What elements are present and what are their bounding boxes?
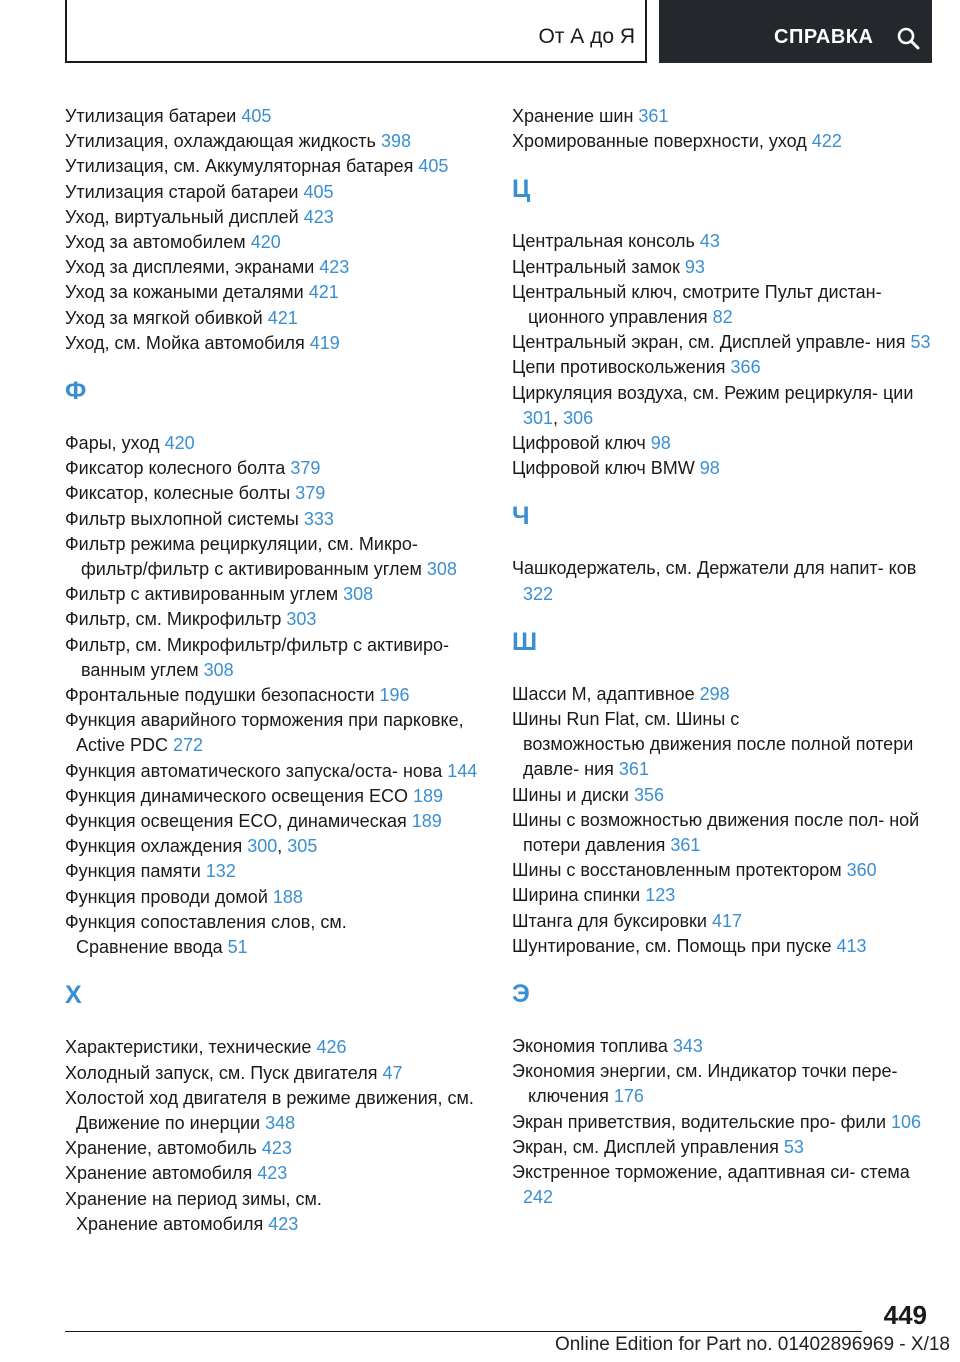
page-reference-link[interactable]: 398 xyxy=(380,131,411,152)
index-entry xyxy=(65,607,485,632)
index-entry xyxy=(512,1135,932,1160)
index-entry-text: Фронтальные подушки безопасности xyxy=(65,685,380,706)
index-entry-text: Хранение шин xyxy=(512,106,639,126)
page-reference-link[interactable]: 305 xyxy=(287,836,318,857)
index-entry xyxy=(512,229,932,254)
index-entry xyxy=(512,1059,932,1109)
section-letter: Ч xyxy=(512,502,530,531)
section-letter: Ц xyxy=(512,175,531,204)
index-entry-text: Ширина спинки xyxy=(512,885,646,906)
index-entry xyxy=(65,759,485,784)
page-reference-link[interactable]: 405 xyxy=(418,156,449,177)
index-entry xyxy=(512,456,932,481)
page-reference-link[interactable]: 53 xyxy=(783,1136,804,1157)
index-entry-text: Уход за дисплеями, экранами xyxy=(65,257,320,278)
index-entry xyxy=(512,280,932,330)
page-reference-link[interactable]: 272 xyxy=(173,735,204,756)
index-entry-text: Экономия топлива xyxy=(512,1036,673,1057)
index-entry xyxy=(65,885,485,910)
index-entry xyxy=(512,129,932,154)
index-entry-text: Утилизация, см. Аккумуляторная батарея xyxy=(65,156,419,177)
section-letter: Х xyxy=(65,981,82,1010)
page-reference-link[interactable]: 356 xyxy=(633,784,665,805)
index-entry xyxy=(65,1136,485,1161)
page-reference-link[interactable]: 422 xyxy=(811,131,842,152)
index-entry-text: Холостой ход двигателя в режиме движения, см. Движение по инерции xyxy=(65,1087,474,1133)
index-entry xyxy=(65,230,485,255)
index-entry xyxy=(512,909,932,934)
page-reference-link[interactable]: 343 xyxy=(672,1036,703,1057)
page-reference-link[interactable]: 361 xyxy=(638,106,669,126)
page-reference-link[interactable]: 423 xyxy=(303,206,334,227)
index-entry xyxy=(512,1034,932,1059)
index-entry-text: Шасси M, адаптивное xyxy=(512,683,700,704)
index-entry xyxy=(65,456,485,481)
index-entry-text: Уход за кожаными деталями xyxy=(65,282,309,303)
index-entry xyxy=(65,1161,485,1186)
index-entry-text: Функция автоматического запуска/оста- нова xyxy=(65,760,448,781)
page-reference-link[interactable]: 298 xyxy=(699,683,730,704)
index-entry-text: Экран приветствия, водительские про- фили xyxy=(512,1111,892,1132)
page-reference-link[interactable]: 308 xyxy=(203,659,234,680)
index-entry-text: Экран, см. Дисплей управления xyxy=(512,1136,784,1157)
index-entry-text: Функция сопоставления слов, см. Сравнение ввода xyxy=(65,911,347,958)
page-reference-link[interactable]: 53 xyxy=(910,332,931,353)
index-entry-text: Функция охлаждения xyxy=(65,836,248,857)
page-reference-link[interactable]: 333 xyxy=(303,508,334,529)
page-reference-link[interactable]: 132 xyxy=(205,861,236,882)
page-reference-link[interactable]: 366 xyxy=(730,357,761,378)
index-entry xyxy=(512,934,932,959)
index-column-right xyxy=(512,104,932,1211)
index-entry xyxy=(65,1086,485,1136)
index-entry-text: Функция освещения ECO, динамическая xyxy=(65,811,412,832)
index-entry-text: Фильтр, см. Микрофильтр xyxy=(65,609,287,630)
index-entry-text: Хромированные поверхности, уход xyxy=(512,131,812,152)
search-icon[interactable] xyxy=(896,26,920,50)
page-reference-link[interactable]: 189 xyxy=(412,785,444,806)
page-reference-link[interactable]: 405 xyxy=(303,181,334,202)
page-reference-link[interactable]: 196 xyxy=(379,685,410,706)
index-entry xyxy=(65,180,485,205)
index-entry xyxy=(512,808,932,858)
index-entry xyxy=(512,255,932,280)
page-reference-link[interactable]: 123 xyxy=(645,885,676,906)
index-entry-text: Фильтр с активированным углем xyxy=(65,584,344,605)
index-entry-text: Фиксатор, колесные болты xyxy=(65,483,296,504)
page-reference-link[interactable]: 423 xyxy=(261,1138,292,1159)
page-reference-link[interactable]: 300 xyxy=(247,836,278,857)
index-entry-text: Экономия энергии, см. Индикатор точки пере- ключения xyxy=(512,1061,898,1107)
index-entry xyxy=(512,707,932,783)
index-entry xyxy=(65,481,485,506)
index-entry-text: Шунтирование, см. Помощь при пуске xyxy=(512,935,837,956)
page-reference-link[interactable]: 361 xyxy=(618,759,649,780)
page-reference-link[interactable]: 421 xyxy=(267,307,298,328)
page-reference-link[interactable]: 379 xyxy=(290,458,321,479)
page-reference-link[interactable]: 421 xyxy=(308,282,339,303)
page-reference-link[interactable]: 82 xyxy=(712,307,733,328)
index-entry-text: Фильтр режима рециркуляции, см. Микро- фильтр/фильтр с активированным углем xyxy=(65,533,427,580)
index-entry xyxy=(65,532,485,582)
page-number: 449 xyxy=(883,1300,927,1330)
index-entry xyxy=(65,708,485,758)
page-reference-link[interactable]: 348 xyxy=(265,1112,296,1133)
page-reference-link[interactable]: 47 xyxy=(382,1062,403,1083)
page-reference-link[interactable]: 419 xyxy=(309,332,340,353)
page-reference-link[interactable]: 423 xyxy=(257,1163,288,1184)
tab-a-to-z-label: От А до Я xyxy=(538,25,635,48)
index-entry-text: Утилизация батареи xyxy=(65,106,242,126)
page-reference-link[interactable]: 308 xyxy=(426,559,457,580)
index-entry xyxy=(65,205,485,230)
index-entry-text: Экстренное торможение, адаптивная си- стема xyxy=(512,1162,910,1183)
page-reference-link[interactable]: 43 xyxy=(699,231,720,252)
index-entry xyxy=(65,255,485,280)
index-entry xyxy=(512,883,932,908)
index-entry-text: Фиксатор колесного болта xyxy=(65,458,291,479)
index-entry xyxy=(65,104,485,129)
index-entry: Циркуляция воздуха, см. Режим рециркуля- ции 301, 306 xyxy=(512,382,914,428)
index-entry xyxy=(65,683,485,708)
index-entry-text: Цифровой ключ BMW xyxy=(512,458,700,479)
page-reference-link[interactable]: 420 xyxy=(164,433,195,454)
index-entry xyxy=(65,1187,485,1237)
index-column-left xyxy=(65,104,485,1237)
index-entry-text: Шины с восстановленным протектором xyxy=(512,860,847,881)
index-entry-text: Центральный ключ, смотрите Пульт дистан- ционного управления xyxy=(512,281,882,328)
page-reference-link[interactable]: 426 xyxy=(316,1037,347,1058)
index-entry xyxy=(65,306,485,331)
page-reference-link[interactable]: 379 xyxy=(295,483,326,504)
section-letter: Ф xyxy=(65,377,87,406)
index-entry-text: Характеристики, технические xyxy=(65,1037,317,1058)
index-entry xyxy=(65,1061,485,1086)
page-reference-link[interactable]: 93 xyxy=(684,256,705,277)
index-entry xyxy=(65,431,485,456)
index-entry xyxy=(65,633,485,683)
index-entry xyxy=(65,1035,485,1060)
page-reference-link[interactable]: 423 xyxy=(268,1213,299,1234)
index-entry-text: Функция динамического освещения ECO xyxy=(65,785,413,806)
index-entry-text: Фильтр, см. Микрофильтр/фильтр с активиро- ванным углем xyxy=(65,634,450,680)
index-entry-text: Функция аварийного торможения при парковке, Active PDC xyxy=(65,710,464,756)
index-entry xyxy=(512,104,932,129)
page-reference-link[interactable]: 98 xyxy=(699,458,720,479)
index-entry xyxy=(65,859,485,884)
tab-help[interactable] xyxy=(659,0,932,63)
index-entry xyxy=(65,784,485,809)
page-reference-link[interactable]: 306 xyxy=(563,407,594,428)
page-reference-link[interactable]: 242 xyxy=(523,1187,554,1208)
tab-help-label: СПРАВКА xyxy=(774,26,874,48)
tab-a-to-z[interactable] xyxy=(65,0,647,63)
index-entry xyxy=(512,682,932,707)
page-reference-link[interactable]: 303 xyxy=(286,609,317,630)
index-entry xyxy=(512,1160,932,1210)
index-entry-text: Хранение, автомобиль xyxy=(65,1138,262,1159)
page-reference-link[interactable]: 413 xyxy=(836,935,867,956)
page-reference-link[interactable]: 301 xyxy=(523,407,554,428)
page-reference-link[interactable]: 176 xyxy=(613,1086,644,1107)
section-letter: Ш xyxy=(512,627,538,656)
page-reference-link[interactable]: 98 xyxy=(650,433,671,454)
index-entry xyxy=(65,809,485,834)
section-letter: Э xyxy=(512,980,530,1009)
index-entry-text: Уход за автомобилем xyxy=(65,232,251,253)
index-entry xyxy=(65,507,485,532)
index-entry-text: Уход, виртуальный дисплей xyxy=(65,206,304,227)
index-entry-text: Цифровой ключ xyxy=(512,433,651,454)
page-reference-link[interactable]: 417 xyxy=(712,910,743,931)
index-entry xyxy=(512,1110,932,1135)
index-entry-text: Шины Run Flat, см. Шины с возможностью движения после полной потери давле- ния xyxy=(512,709,914,780)
page-reference-link[interactable]: 189 xyxy=(411,811,442,832)
index-entry-text: Центральный замок xyxy=(512,256,685,277)
page-reference-link[interactable]: 106 xyxy=(891,1111,922,1132)
page-reference-link[interactable]: 405 xyxy=(241,106,272,126)
index-entry-text: Хранение на период зимы, см. Хранение автомобиля xyxy=(65,1188,322,1234)
index-entry-text: Центральный экран, см. Дисплей управле- ния xyxy=(512,332,911,353)
footer-edition-text: Online Edition for Part no. 01402896969 - X/18 xyxy=(554,1334,950,1355)
index-entry-text: Функция памяти xyxy=(65,861,206,882)
index-entry-text: Уход, см. Мойка автомобиля xyxy=(65,332,310,353)
index-entry-text: Фильтр выхлопной системы xyxy=(65,508,304,529)
index-entry-text: Шины с возможностью движения после пол- ной потери давления xyxy=(512,809,920,856)
index-entry-text: Цепи противоскольжения xyxy=(512,357,731,378)
page-reference-link[interactable]: 361 xyxy=(670,835,701,856)
index-entry-text: Утилизация, охлаждающая жидкость xyxy=(65,131,381,152)
index-entry xyxy=(65,154,485,179)
index-entry xyxy=(512,783,932,808)
index-entry-text: Холодный запуск, см. Пуск двигателя xyxy=(65,1062,383,1083)
index-entry: Функция охлаждения 300, 305 xyxy=(65,836,318,857)
page-reference-link[interactable]: 420 xyxy=(250,232,281,253)
index-entry xyxy=(512,330,932,355)
index-entry xyxy=(65,331,485,356)
page-reference-link[interactable]: 51 xyxy=(227,937,248,958)
page-reference-link[interactable]: 322 xyxy=(523,583,554,604)
index-entry xyxy=(512,556,932,606)
index-entry-text: Циркуляция воздуха, см. Режим рециркуля- ции xyxy=(512,382,914,403)
index-entry xyxy=(65,582,485,607)
index-entry xyxy=(512,858,932,883)
index-entry-text: Функция проводи домой xyxy=(65,886,273,907)
page-reference-link[interactable]: 144 xyxy=(447,760,478,781)
index-entry-text: Фары, уход xyxy=(65,433,165,454)
index-entry-text: Хранение автомобиля xyxy=(65,1163,258,1184)
page-reference-link[interactable]: 423 xyxy=(319,257,350,278)
index-entry-text: Уход за мягкой обивкой xyxy=(65,307,268,328)
page-reference-link[interactable]: 360 xyxy=(846,860,877,881)
page-reference-link[interactable]: 308 xyxy=(343,584,374,605)
index-entry-text: Центральная консоль xyxy=(512,231,700,252)
index-entry-text: Утилизация старой батареи xyxy=(65,181,304,202)
index-entry xyxy=(65,280,485,305)
index-entry xyxy=(65,910,485,960)
index-entry xyxy=(512,431,932,456)
page-reference-link[interactable]: 188 xyxy=(272,886,303,907)
footer-divider xyxy=(65,1331,862,1332)
index-entry-text: Штанга для буксировки xyxy=(512,910,712,931)
index-entry-text: Шины и диски xyxy=(512,784,634,805)
index-entry xyxy=(65,129,485,154)
index-entry xyxy=(512,355,932,380)
index-entry-text: Чашкодержатель, см. Держатели для напит- ков xyxy=(512,558,917,579)
page-header xyxy=(65,0,932,63)
